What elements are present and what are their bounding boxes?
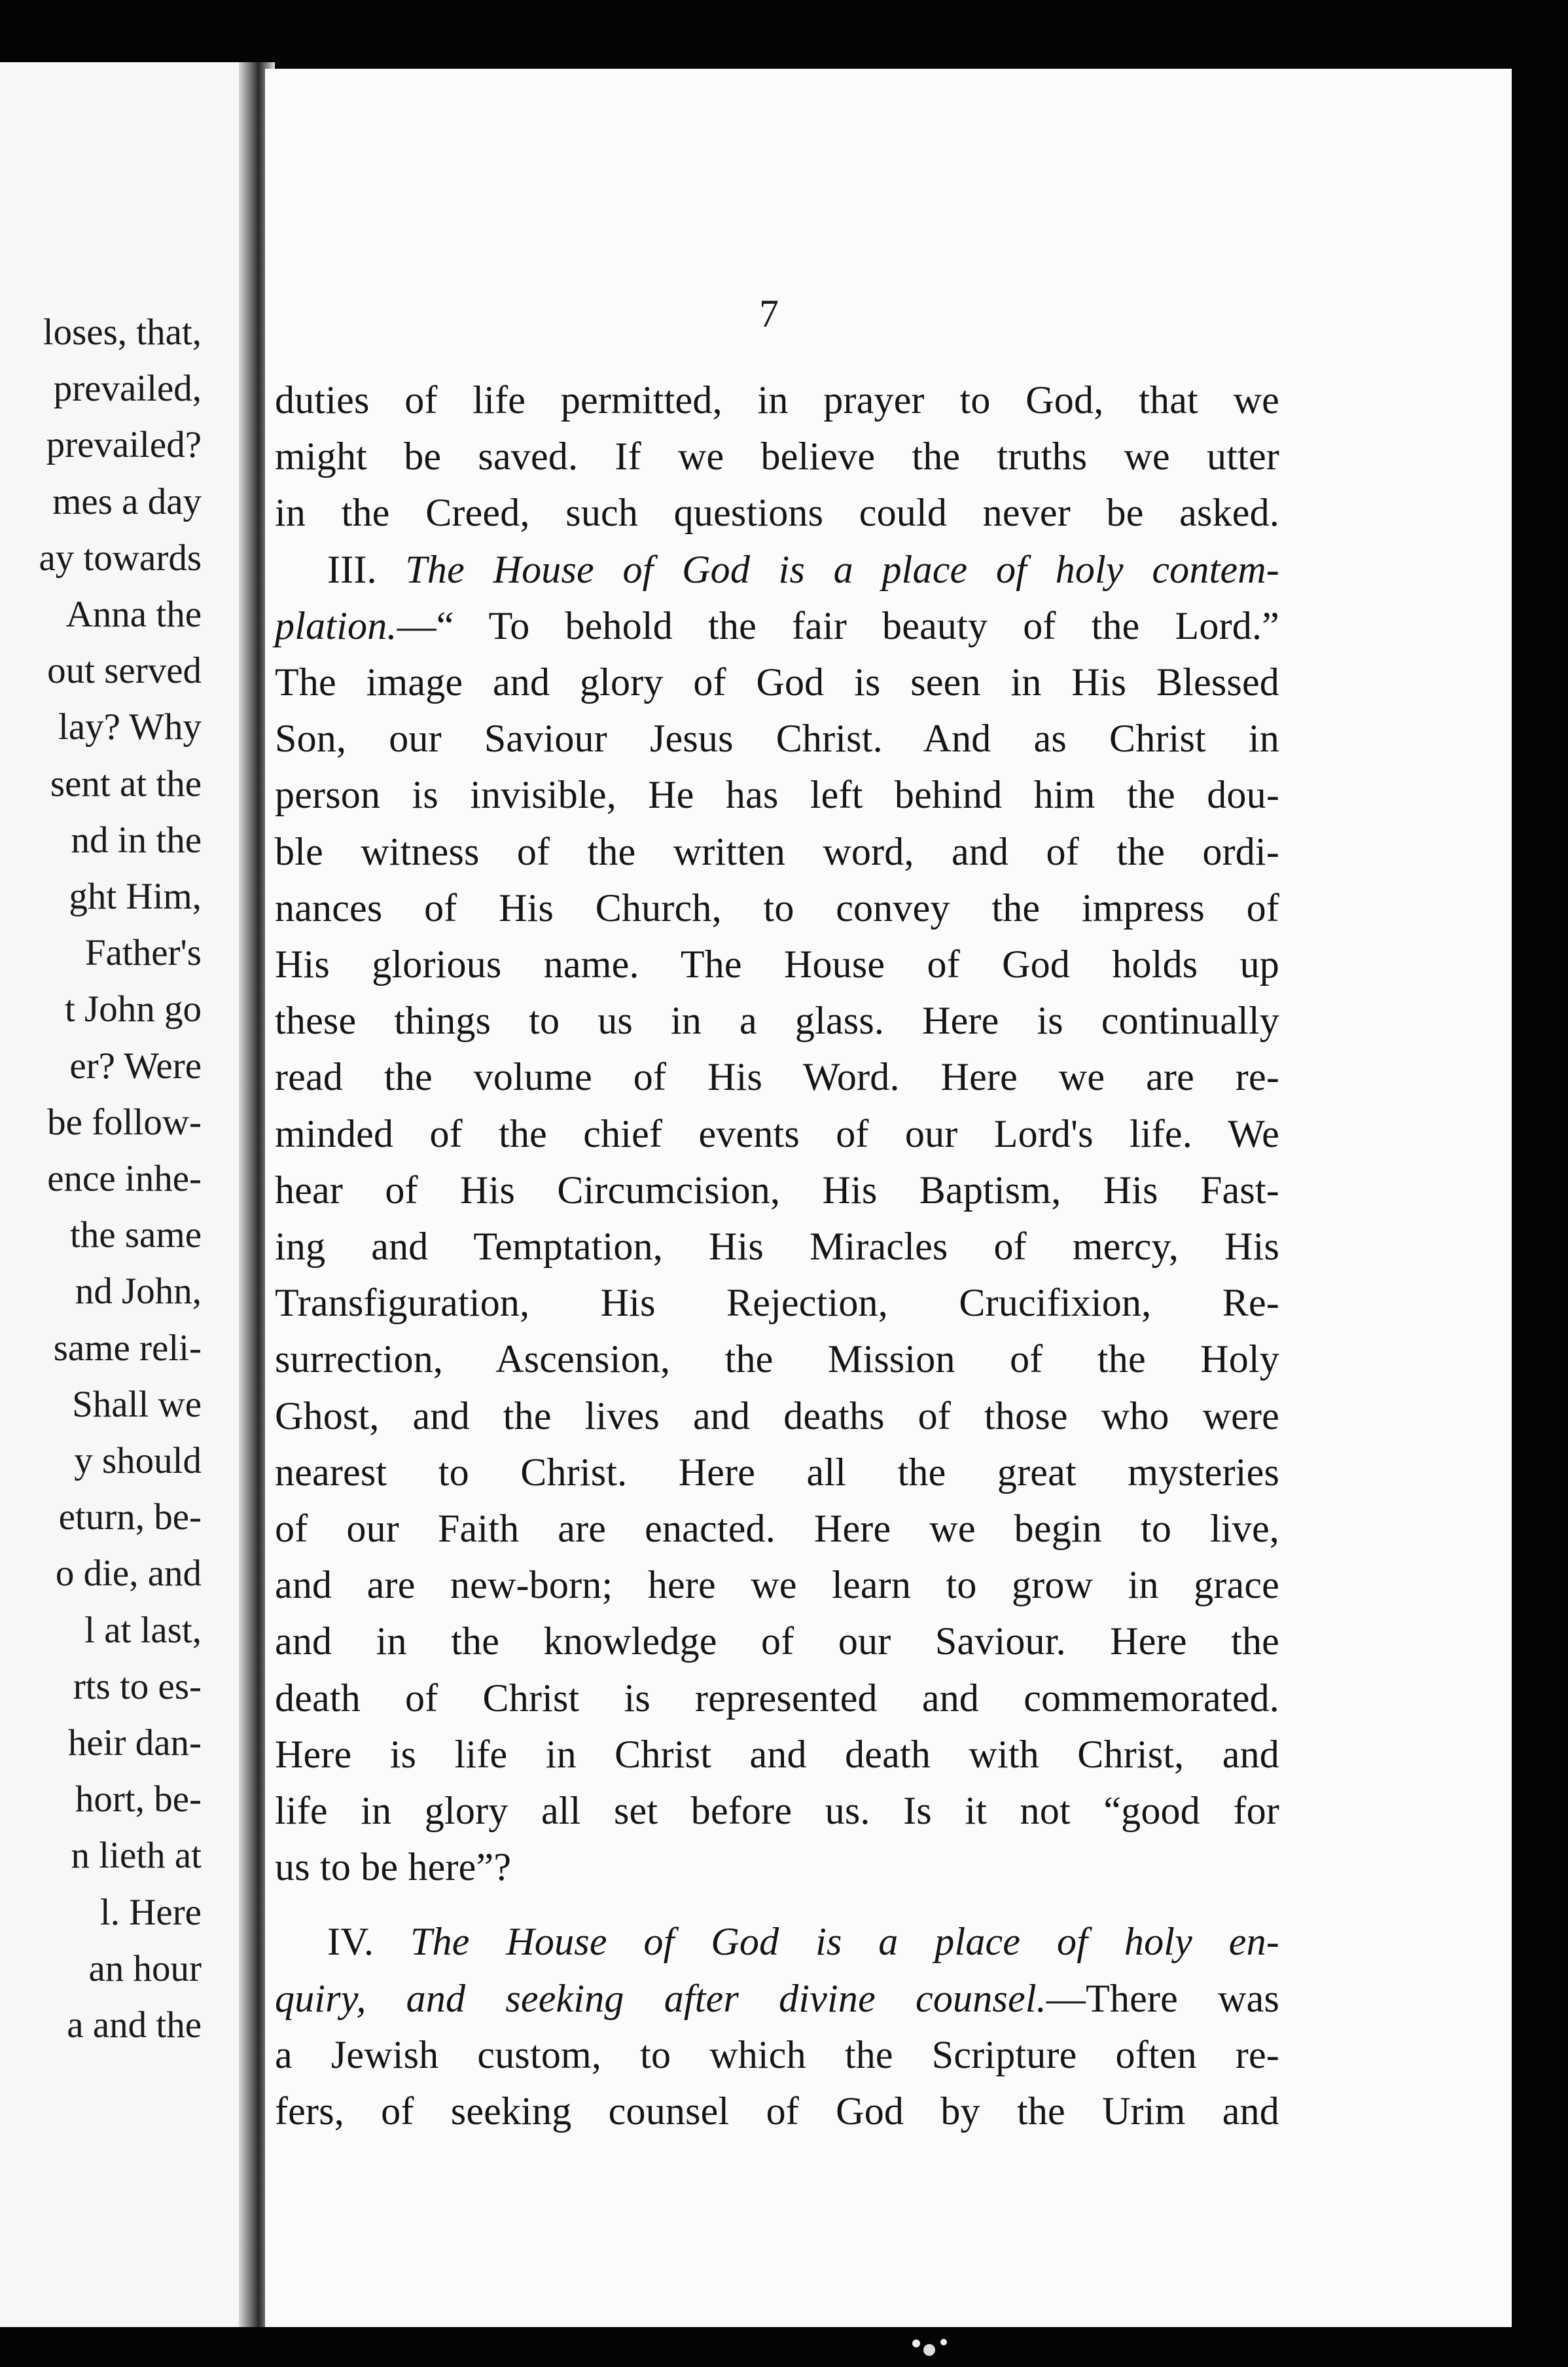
body-text-run: —“ To behold the fair beauty of the Lord.” bbox=[397, 604, 1279, 647]
body-text-run: hear of His Circumcision, His Baptism, His Fast- bbox=[275, 1168, 1279, 1212]
body-text-run: Ghost, and the lives and deaths of those who were bbox=[275, 1394, 1279, 1437]
left-page-line: heir dan- bbox=[67, 1722, 202, 1764]
body-text-line bbox=[275, 767, 1279, 823]
left-page-text bbox=[39, 304, 202, 2053]
body-text-line bbox=[275, 2083, 1279, 2139]
left-page-line: er? Were bbox=[69, 1045, 202, 1087]
body-text-line bbox=[275, 484, 1279, 541]
body-text-line bbox=[275, 1970, 1279, 2027]
body-text-line bbox=[275, 1500, 1279, 1557]
body-text-run: these things to us in a glass. Here is continually bbox=[275, 999, 1279, 1043]
section-heading-italic: plation. bbox=[275, 604, 397, 647]
body-text-line bbox=[275, 2027, 1279, 2083]
left-page-line: o die, and bbox=[55, 1553, 202, 1595]
body-text-line bbox=[275, 936, 1279, 992]
body-text-line bbox=[275, 1274, 1279, 1331]
left-page-line: the same bbox=[69, 1214, 202, 1256]
body-text-run: minded of the chief events of our Lord's life. We bbox=[275, 1111, 1279, 1155]
left-page-line: same reli- bbox=[53, 1327, 202, 1369]
left-page-line: lay? Why bbox=[58, 706, 202, 748]
body-text-run: and in the knowledge of our Saviour. Here the bbox=[275, 1619, 1279, 1663]
left-page-line: an hour bbox=[88, 1947, 202, 1989]
left-page-line: mes a day bbox=[52, 480, 202, 522]
page-body-text bbox=[275, 372, 1279, 2139]
left-page-line: n lieth at bbox=[71, 1835, 202, 1877]
page-number: 7 bbox=[759, 292, 779, 335]
left-page-line: eturn, be- bbox=[58, 1496, 202, 1538]
body-text-run: nances of His Church, to convey the impress of bbox=[275, 886, 1279, 930]
body-text-run: of our Faith are enacted. Here we begin to live, bbox=[275, 1507, 1279, 1551]
body-text-line bbox=[275, 1331, 1279, 1387]
left-page-line: prevailed? bbox=[46, 424, 202, 466]
body-text-run: Transfiguration, His Rejection, Crucifixion, Re- bbox=[275, 1281, 1279, 1325]
left-page-line: hort, be- bbox=[75, 1779, 202, 1820]
body-text-line bbox=[275, 992, 1279, 1049]
body-text-line bbox=[275, 1613, 1279, 1669]
section-number: III. bbox=[327, 547, 406, 591]
section-number: IV. bbox=[327, 1920, 410, 1964]
left-page-line: ence inhe- bbox=[47, 1158, 202, 1200]
left-page-line: nd John, bbox=[75, 1271, 202, 1312]
body-text-line bbox=[275, 654, 1279, 710]
left-page-line: out served bbox=[47, 650, 202, 692]
body-text-run: a Jewish custom, to which the Scripture often re- bbox=[275, 2033, 1279, 2076]
body-text-run: fers, of seeking counsel of God by the Urim and bbox=[275, 2089, 1279, 2133]
body-text-run: —There was bbox=[1046, 1976, 1279, 2020]
left-page-line: nd in the bbox=[71, 819, 202, 861]
left-page-line: a and the bbox=[67, 2004, 202, 2046]
left-page-line: sent at the bbox=[50, 763, 202, 804]
section-heading-italic: quiry, and seeking after divine counsel. bbox=[275, 1976, 1046, 2020]
body-text-line bbox=[275, 710, 1279, 767]
section-heading-italic: The House of God is a place of holy contem- bbox=[405, 547, 1279, 591]
body-text-line bbox=[275, 1839, 1279, 1895]
left-page-line: ay towards bbox=[39, 537, 202, 579]
body-text-line bbox=[275, 541, 1279, 598]
body-text-line bbox=[275, 1726, 1279, 1782]
body-text-line bbox=[275, 372, 1279, 428]
body-text-line bbox=[275, 428, 1279, 484]
body-text-run: read the volume of His Word. Here we are re- bbox=[275, 1055, 1279, 1099]
section-heading-italic: The House of God is a place of holy en- bbox=[410, 1920, 1279, 1964]
left-page-line: rts to es- bbox=[73, 1665, 202, 1707]
body-text-run: surrection, Ascension, the Mission of the Holy bbox=[275, 1337, 1279, 1381]
body-text-line bbox=[275, 880, 1279, 936]
left-page-line: t John go bbox=[64, 988, 202, 1030]
body-text-line bbox=[275, 1162, 1279, 1218]
body-text-run: ing and Temptation, His Miracles of mercy, His bbox=[275, 1225, 1279, 1269]
body-text-run: His glorious name. The House of God holds up bbox=[275, 943, 1279, 986]
body-text-run: nearest to Christ. Here all the great mysteries bbox=[275, 1450, 1279, 1494]
body-text-line bbox=[275, 1388, 1279, 1444]
body-text-line bbox=[275, 1670, 1279, 1726]
body-text-line bbox=[275, 1218, 1279, 1274]
body-text-line bbox=[275, 1557, 1279, 1613]
body-text-run: and are new-born; here we learn to grow in grace bbox=[275, 1563, 1279, 1607]
body-text-line bbox=[275, 1049, 1279, 1105]
body-text-run: death of Christ is represented and commemorated. bbox=[275, 1676, 1279, 1720]
body-text-run: ble witness of the written word, and of the ordi- bbox=[275, 829, 1279, 873]
left-page-line: ght Him, bbox=[69, 876, 202, 918]
left-page-line: loses, that, bbox=[43, 312, 202, 353]
left-page-fragment bbox=[0, 62, 242, 2327]
body-text-line bbox=[275, 1913, 1279, 1970]
body-text-line bbox=[275, 1444, 1279, 1500]
left-page-line: Anna the bbox=[65, 594, 202, 636]
body-text-run: person is invisible, He has left behind him the dou- bbox=[275, 773, 1279, 817]
body-text-run: duties of life permitted, in prayer to God, that we bbox=[275, 378, 1279, 422]
left-page-line: y should bbox=[74, 1440, 202, 1482]
body-text-line bbox=[275, 1106, 1279, 1162]
body-text-run: us to be here”? bbox=[275, 1845, 512, 1889]
body-text-run: might be saved. If we believe the truths we utter bbox=[275, 435, 1279, 479]
body-text-run: The image and glory of God is seen in His Blessed bbox=[275, 660, 1279, 704]
left-page-line: prevailed, bbox=[53, 368, 202, 410]
left-page-line: Shall we bbox=[72, 1383, 202, 1425]
left-page-line: l at last, bbox=[84, 1609, 202, 1651]
left-page-line: l. Here bbox=[99, 1891, 202, 1933]
left-page-line: Father's bbox=[84, 932, 202, 974]
body-text-run: life in glory all set before us. Is it not “good for bbox=[275, 1789, 1279, 1833]
body-text-run: in the Creed, such questions could never be asked. bbox=[275, 491, 1279, 535]
body-text-line bbox=[275, 823, 1279, 880]
body-text-run: Here is life in Christ and death with Christ, and bbox=[275, 1732, 1279, 1776]
body-text-line bbox=[275, 598, 1279, 654]
scan-speck-marks bbox=[903, 2330, 962, 2367]
left-page-line: be follow- bbox=[47, 1101, 202, 1143]
body-text-run: Son, our Saviour Jesus Christ. And as Christ in bbox=[275, 717, 1279, 761]
body-text-line bbox=[275, 1782, 1279, 1839]
